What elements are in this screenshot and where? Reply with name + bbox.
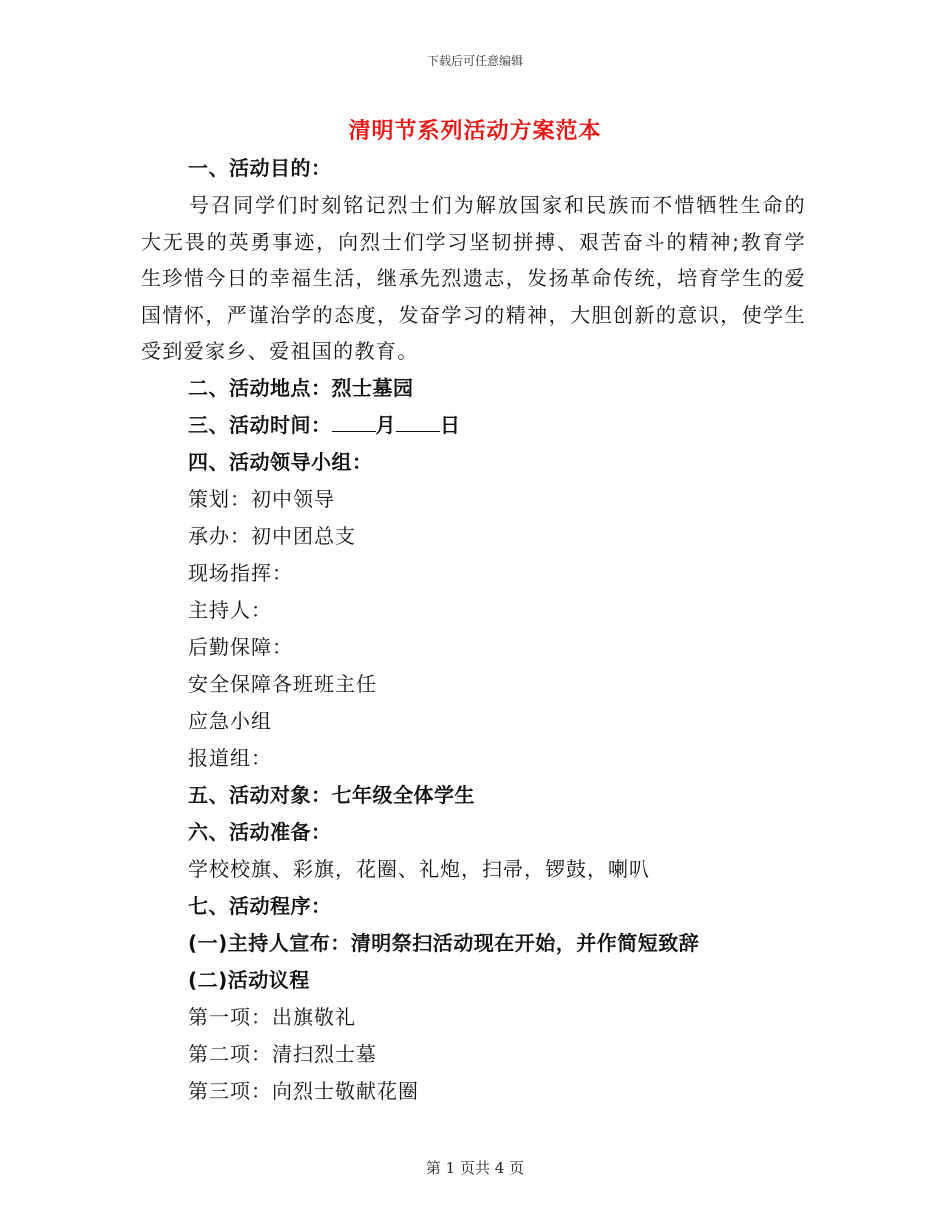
page-footer: 第 1 页共 4 页	[425, 1159, 525, 1177]
section-prep-body: 学校校旗、彩旗，花圈、礼炮，扫帚，锣鼓，喇叭	[188, 856, 650, 881]
section-purpose-body: 号召同学们时刻铭记烈士们为解放国家和民族而不惜牺牲生命的大无畏的英勇事迹，向烈士们学习坚韧拼搏、艰苦奋斗的精神;教育学生珍惜今日的幸福生活，继承先烈遗志，发扬革命传统，培育学生的爱国情怀，严谨治学的态度，发奋学习的精神，大胆创新的意识，使学生受到爱家乡、爱祖国的教育。	[141, 193, 806, 363]
section-leadership-heading: 四、活动领导小组：	[188, 449, 373, 474]
leadership-item: 现场指挥：	[188, 560, 293, 585]
section-location: 二、活动地点：烈士墓园	[188, 375, 414, 400]
time-day: 日	[440, 412, 461, 437]
section-prep-heading: 六、活动准备：	[188, 819, 332, 844]
section-procedure-heading: 七、活动程序：	[188, 893, 332, 918]
leadership-item: 安全保障各班班主任	[188, 671, 377, 696]
agenda-item: 第一项：出旗敬礼	[188, 1004, 356, 1029]
month-blank	[332, 409, 376, 432]
leadership-item: 应急小组	[188, 708, 272, 733]
section-time	[141, 407, 806, 444]
document-title: 清明节系列活动方案范本	[348, 118, 602, 144]
day-blank	[396, 409, 440, 432]
leadership-item: 报道组：	[188, 745, 272, 770]
section-target: 五、活动对象：七年级全体学生	[188, 782, 475, 807]
agenda-item: 第三项：向烈士敬献花圈	[188, 1078, 419, 1103]
leadership-item: 承办：初中团总支	[188, 523, 356, 548]
leadership-item: 后勤保障：	[188, 634, 293, 659]
time-month: 月	[375, 412, 396, 437]
leadership-item: 策划：初中领导	[188, 486, 335, 511]
time-label: 三、活动时间：	[188, 412, 332, 437]
page-header: 下载后可任意编辑	[426, 54, 523, 68]
document-body	[141, 150, 806, 1110]
agenda-item: 第二项：清扫烈士墓	[188, 1041, 377, 1066]
leadership-item: 主持人：	[188, 597, 272, 622]
section-purpose-heading: 一、活动目的：	[188, 156, 332, 180]
procedure-step-1: (一)主持人宣布：清明祭扫活动现在开始，并作简短致辞	[188, 930, 700, 955]
procedure-step-2: (二)活动议程	[188, 967, 310, 992]
